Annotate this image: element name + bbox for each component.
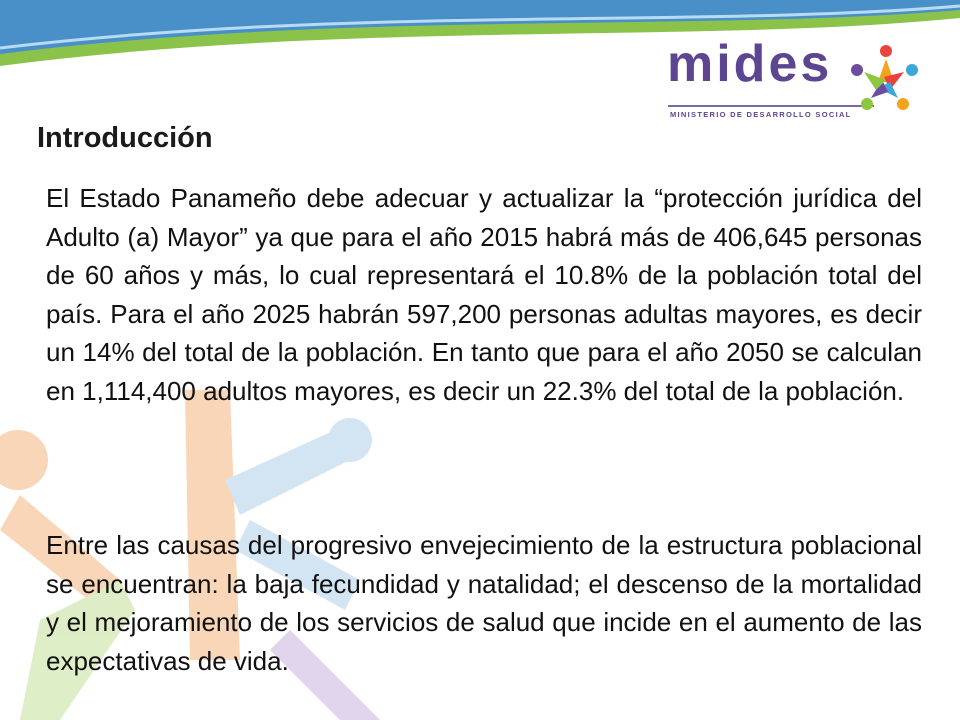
slide-title: Introducción (37, 122, 213, 154)
figure-head-orange (0, 430, 48, 490)
mides-logo (662, 35, 932, 128)
logo-subtitle: MINISTERIO DE DESARROLLO SOCIAL (670, 110, 852, 119)
logo-underline (668, 105, 874, 107)
figure-head-blue (328, 418, 372, 462)
logo-wordmark: mides (667, 35, 833, 93)
paragraph-2: Entre las causas del progresivo envejecimiento de la estructura poblacional se encuentran: la baja fecundidad y natalidad; el descenso de la mortalidad y el mejoramiento de los servicios de salud que incide en el aumento de las expectativas de vida. (46, 530, 922, 676)
logo-star-icon (850, 44, 920, 114)
paragraph-1: El Estado Panameño debe adecuar y actualizar la “protección jurídica del Adulto (a) Mayor” ya que para el año 2015 habrá más de 406,645 personas de 60 años y más, lo cual representará el 10.8% de la población total del país. Para el año 2025 habrán 597,200 personas adultas mayores, es decir un 14% del total de la población. En tanto que para el año 2050 se calculan en 1,114,400 adultos mayores, es decir un 22.3% del total de la población. (46, 183, 922, 406)
